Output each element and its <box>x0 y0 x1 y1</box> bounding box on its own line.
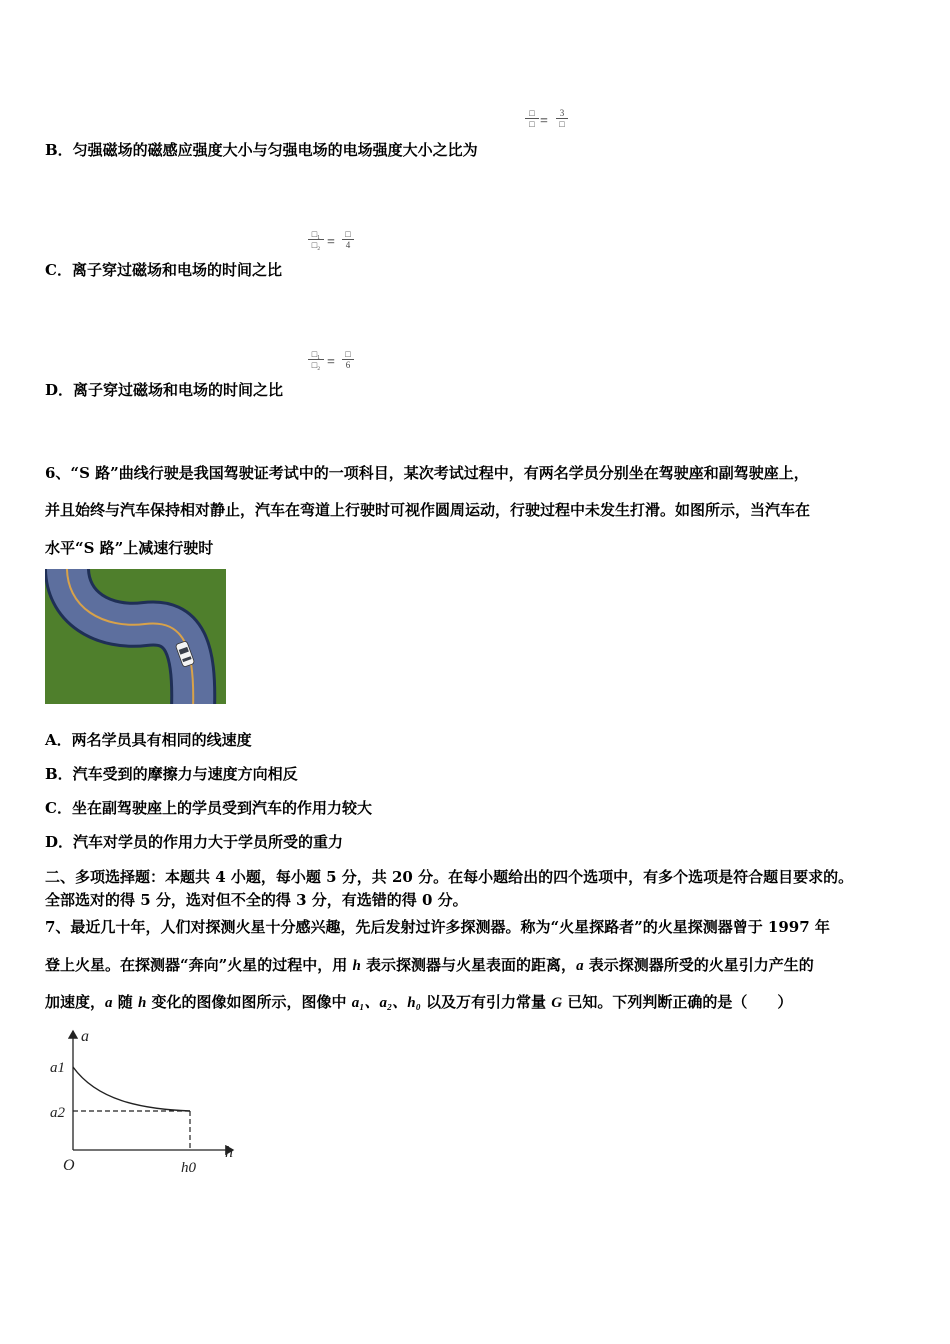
q6-option-b: B．汽车受到的摩擦力与速度方向相反 <box>45 765 298 783</box>
formula-b-left: □ □ <box>525 108 539 129</box>
formula-c-left: □₁ □₂ <box>308 229 324 250</box>
origin-label: O <box>63 1157 75 1174</box>
x-axis-label: h <box>225 1144 233 1161</box>
s-road-image <box>45 569 226 704</box>
a2-label: a2 <box>50 1105 65 1121</box>
a-h-graph <box>45 1025 240 1185</box>
formula-d-equals: = <box>327 355 335 370</box>
formula-c-right: □ 4 <box>342 229 354 250</box>
option-b-text: B．匀强磁场的磁感应强度大小与匀强电场的电场强度大小之比为 <box>45 141 478 159</box>
option-c-text: C．离子穿过磁场和电场的时间之比 <box>45 261 282 279</box>
a-h-curve <box>73 1067 190 1111</box>
q6-option-a: A．两名学员具有相同的线速度 <box>45 731 252 749</box>
a1-label: a1 <box>50 1060 65 1076</box>
q7-line-3: 加速度，a 随 h 变化的图像如图所示，图像中 a₁、a₂、h₀ 以及万有引力常量 G 已知。下列判断正确的是（ ） <box>45 993 793 1011</box>
q6-line-3: 水平“S 路”上减速行驶时 <box>45 539 214 557</box>
option-d-text: D．离子穿过磁场和电场的时间之比 <box>45 381 284 399</box>
section2-line-2: 全部选对的得 5 分，选对但不全的得 3 分，有选错的得 0 分。 <box>45 891 468 909</box>
q7-line-2: 登上火星。在探测器“奔向”火星的过程中，用 h 表示探测器与火星表面的距离，a 表示探测器所受的火星引力产生的 <box>45 956 814 974</box>
formula-d-left: □₁ □₂ <box>308 349 324 370</box>
q6-line-2: 并且始终与汽车保持相对静止，汽车在弯道上行驶时可视作圆周运动，行驶过程中未发生打滑。如图所示，当汽车在 <box>45 501 811 519</box>
formula-d-right: □ 6 <box>342 349 354 370</box>
y-axis-label: a <box>81 1028 89 1045</box>
formula-c-equals: = <box>327 235 335 250</box>
q6-option-d: D．汽车对学员的作用力大于学员所受的重力 <box>45 833 344 851</box>
h0-label: h0 <box>181 1160 196 1176</box>
formula-b-equals: = <box>540 114 548 129</box>
formula-b-right: 3 □ <box>556 108 568 129</box>
q6-option-c: C．坐在副驾驶座上的学员受到汽车的作用力较大 <box>45 799 372 817</box>
section2-line-1: 二、多项选择题：本题共 4 小题，每小题 5 分，共 20 分。在每小题给出的四个选项中，有多个选项是符合题目要求的。 <box>45 868 854 886</box>
q6-line-1: 6、“S 路”曲线行驶是我国驾驶证考试中的一项科目，某次考试过程中，有两名学员分别坐在驾驶座和副驾驶座上， <box>45 464 809 482</box>
q7-line-1: 7、最近几十年，人们对探测火星十分感兴趣，先后发射过许多探测器。称为“火星探路者”的火星探测器曾于 1997 年 <box>45 918 830 936</box>
